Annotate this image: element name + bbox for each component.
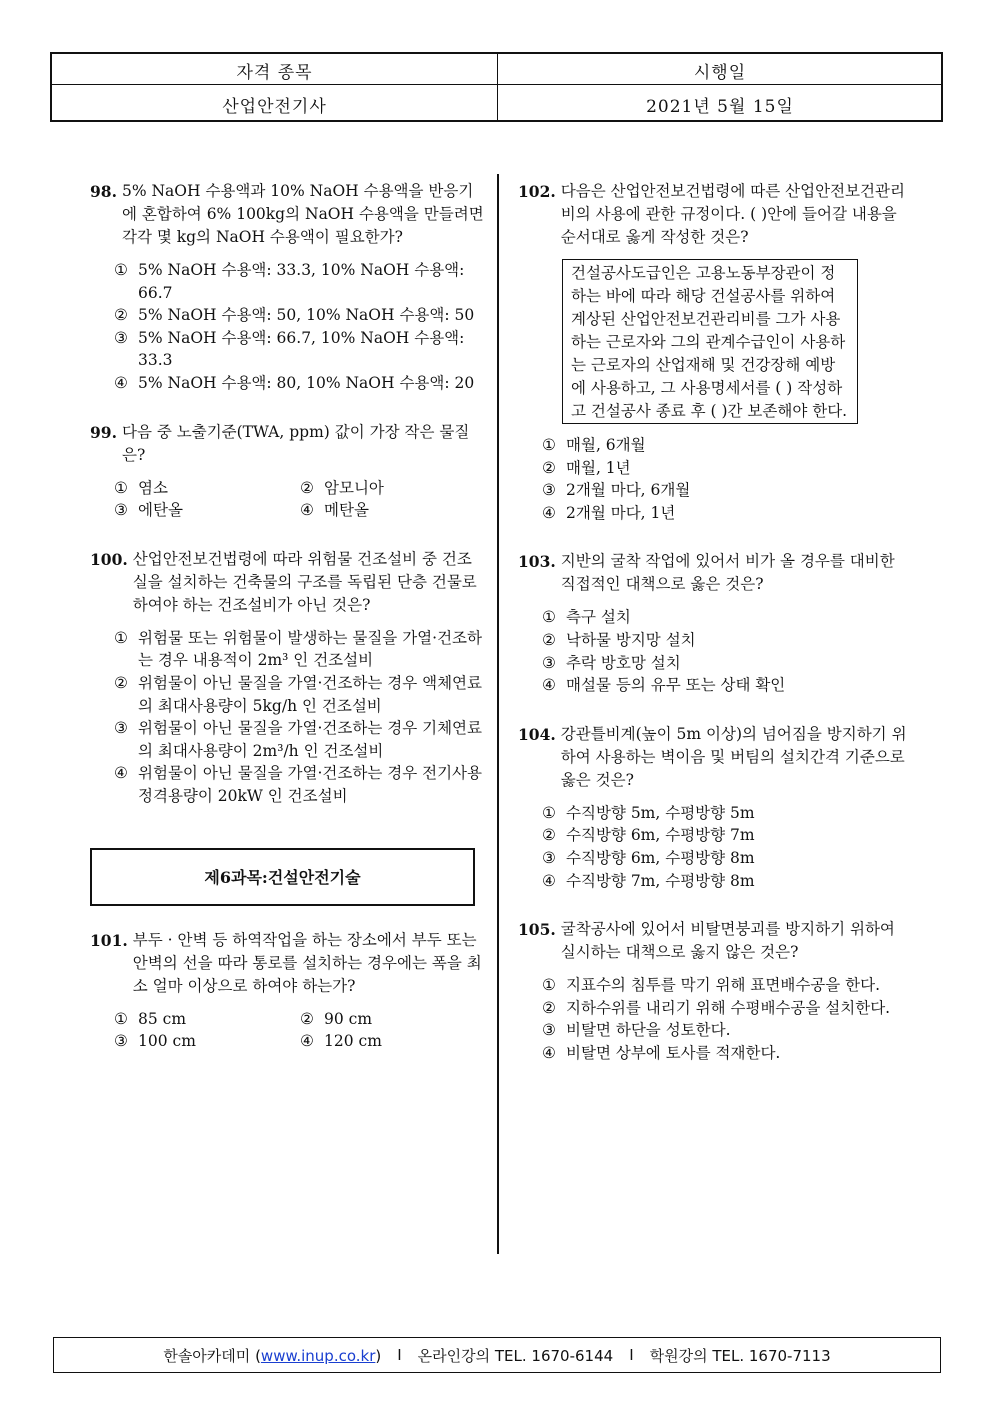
option-text: 추락 방호망 설치: [566, 653, 681, 672]
option[interactable]: [114, 762, 485, 807]
footer: [53, 1337, 941, 1373]
option-text: 위험물 또는 위험물이 발생하는 물질을 가열·건조하는 경우 내용적이 2m³ 인 건조설비: [138, 628, 482, 670]
option-mark: ①: [542, 436, 556, 454]
option-mark: ②: [542, 826, 556, 845]
question-104: [518, 723, 913, 892]
option[interactable]: [300, 499, 486, 522]
header-label-date: 시행일: [693, 63, 747, 83]
option-text: 매월, 6개월: [566, 436, 646, 454]
option-text: 2개월 마다, 1년: [566, 503, 676, 522]
option[interactable]: [542, 434, 913, 457]
question-number: 98.: [90, 182, 117, 201]
option-mark: ③: [542, 1021, 556, 1040]
options: [90, 477, 485, 522]
option-mark: ①: [114, 478, 128, 497]
option-mark: ③: [542, 848, 556, 867]
option[interactable]: [542, 847, 913, 870]
footer-close-paren: ): [375, 1346, 382, 1365]
option-text: 낙하물 방지망 설치: [566, 630, 696, 649]
footer-online-phone: 온라인강의 TEL. 1670-6144: [417, 1346, 614, 1365]
option-text: 5% NaOH 수용액: 50, 10% NaOH 수용액: 50: [138, 306, 475, 325]
option-mark: ④: [542, 676, 556, 695]
column-divider: [497, 174, 499, 1254]
option[interactable]: [542, 1042, 913, 1065]
options: [90, 1008, 485, 1053]
question-number: 103.: [518, 552, 556, 572]
option-mark: ②: [542, 998, 556, 1017]
option-text: 위험물이 아닌 물질을 가열·건조하는 경우 전기사용 정격용량이 20kW 인 건조설비: [138, 764, 482, 805]
option[interactable]: [542, 652, 913, 675]
option-mark: ④: [542, 871, 556, 890]
option[interactable]: [114, 1008, 300, 1031]
question-text: 지반의 굴착 작업에 있어서 비가 올 경우를 대비한 직접적인 대책으로 옳은 것은?: [560, 552, 895, 594]
question-105: [518, 918, 913, 1064]
option[interactable]: [542, 974, 913, 997]
question-number: 100.: [90, 549, 128, 569]
question-98: [90, 180, 485, 395]
question-100: [90, 548, 485, 808]
option[interactable]: [542, 802, 913, 825]
question-number: 101.: [90, 930, 128, 950]
option-text: 암모니아: [324, 478, 384, 497]
option[interactable]: [542, 824, 913, 847]
option-text: 수직방향 6m, 수평방향 8m: [566, 848, 755, 867]
option[interactable]: [114, 499, 300, 522]
option[interactable]: [300, 1008, 486, 1031]
question-text: 산업안전보건법령에 따라 위험물 건조설비 중 건조실을 설치하는 건축물의 구조를 독립된 단층 건물로 하여야 하는 건조설비가 아닌 것은?: [132, 549, 477, 614]
question-number: 104.: [518, 724, 556, 744]
option-text: 100 cm: [138, 1032, 196, 1051]
option-text: 2개월 마다, 6개월: [566, 481, 691, 500]
option[interactable]: [542, 502, 913, 525]
option-mark: ③: [114, 719, 128, 738]
footer-separator: I: [629, 1346, 634, 1364]
option-mark: ④: [114, 764, 128, 783]
option[interactable]: [542, 479, 913, 502]
header-exam-date: 2021년 5월 15일: [646, 97, 794, 117]
footer-open-paren: (: [255, 1346, 261, 1365]
question-number: 105.: [518, 920, 556, 940]
option-text: 측구 설치: [566, 608, 631, 627]
option[interactable]: [114, 259, 485, 304]
option-mark: ③: [542, 481, 556, 500]
question-number: 99.: [90, 422, 117, 442]
question-99: [90, 421, 485, 522]
option[interactable]: [114, 372, 485, 395]
header-subject: 산업안전기사: [222, 97, 327, 117]
header-label-subject: 자격 종목: [236, 63, 313, 83]
option[interactable]: [114, 627, 485, 672]
option[interactable]: [114, 477, 300, 500]
option-text: 수직방향 7m, 수평방향 8m: [566, 871, 755, 890]
option-mark: ①: [114, 1009, 128, 1028]
option-mark: ③: [114, 1032, 128, 1051]
footer-separator: I: [397, 1346, 402, 1364]
option[interactable]: [300, 1030, 486, 1053]
option[interactable]: [542, 629, 913, 652]
question-text: 5% NaOH 수용액과 10% NaOH 수용액을 반응기에 혼합하여 6% 100kg의 NaOH 수용액을 만들려면 각각 몇 kg의 NaOH 수용액이 필요한가?: [121, 182, 484, 246]
options: [518, 802, 913, 892]
option-mark: ④: [300, 1032, 314, 1051]
option-text: 메탄올: [324, 501, 369, 520]
option-mark: ③: [114, 501, 128, 520]
option[interactable]: [542, 870, 913, 893]
question-text: 다음은 산업안전보건법령에 따른 산업안전보건관리비의 사용에 관한 규정이다. ( )안에 들어갈 내용을 순서대로 옳게 작성한 것은?: [560, 182, 905, 246]
options: [518, 434, 913, 524]
question-103: [518, 550, 913, 696]
option-text: 위험물이 아닌 물질을 가열·건조하는 경우 기체연료의 최대사용량이 2m³/h 인 건조설비: [138, 719, 482, 760]
header-table: [50, 52, 943, 122]
option-mark: ①: [542, 976, 556, 995]
footer-website-link[interactable]: www.inup.co.kr: [260, 1346, 376, 1365]
option-mark: ④: [542, 1043, 556, 1062]
footer-offline-phone: 학원강의 TEL. 1670-7113: [649, 1346, 831, 1365]
option-text: 5% NaOH 수용액: 33.3, 10% NaOH 수용액: 66.7: [138, 261, 465, 302]
option-text: 수직방향 6m, 수평방향 7m: [566, 826, 755, 845]
footer-academy: [163, 1345, 381, 1366]
option-text: 에탄올: [138, 501, 183, 520]
option-mark: ④: [300, 501, 314, 520]
option-mark: ①: [114, 628, 128, 647]
question-text: 부두 · 안벽 등 하역작업을 하는 장소에서 부두 또는 안벽의 선을 따라 통로를 설치하는 경우에는 폭을 최소 얼마 이상으로 하여야 하는가?: [132, 930, 482, 995]
options: [90, 627, 485, 808]
option-text: 수직방향 5m, 수평방향 5m: [566, 803, 755, 822]
header-divider-horizontal: [52, 84, 941, 85]
option[interactable]: [542, 457, 913, 480]
question-text: 강관틀비계(높이 5m 이상)의 넘어짐을 방지하기 위하여 사용하는 벽이음 및 버팀의 설치간격 기준으로 옳은 것은?: [560, 724, 907, 789]
question-text: 다음 중 노출기준(TWA, ppm) 값이 가장 작은 물질은?: [121, 422, 470, 464]
option-mark: ②: [300, 1009, 314, 1028]
option-text: 매월, 1년: [566, 458, 631, 477]
question-101: [90, 929, 485, 1053]
options: [90, 259, 485, 395]
options: [518, 606, 913, 696]
option-mark: ①: [542, 608, 556, 627]
option-text: 위험물이 아닌 물질을 가열·건조하는 경우 액체연료의 최대사용량이 5kg/h 인 건조설비: [138, 673, 482, 715]
option-mark: ②: [114, 306, 128, 325]
option[interactable]: [542, 606, 913, 629]
option-mark: ②: [114, 673, 128, 692]
option-text: 비탈면 상부에 토사를 적재한다.: [566, 1043, 781, 1062]
section-title: 제6과목:건설안전기술: [204, 868, 361, 887]
option-mark: ②: [542, 458, 556, 477]
option-text: 지표수의 침투를 막기 위해 표면배수공을 한다.: [566, 976, 881, 995]
option[interactable]: [114, 672, 485, 717]
option-mark: ④: [114, 373, 128, 392]
option-mark: ②: [300, 478, 314, 497]
option-mark: ①: [542, 803, 556, 822]
option-text: 매설물 등의 유무 또는 상태 확인: [566, 676, 786, 695]
option-mark: ①: [114, 261, 128, 279]
option-text: 5% NaOH 수용액: 80, 10% NaOH 수용액: 20: [138, 373, 475, 392]
question-102: [518, 180, 913, 524]
regulation-box: 건설공사도급인은 고용노동부장관이 정하는 바에 따라 해당 건설공사를 위하여 계상된 산업안전보건관리비를 그가 사용하는 근로자와 그의 관계수급인이 사용하는 근로자의 산업재해 및 건강장해 예방에 사용하고, 그 사용명세서를 ( ) 작성하고 건설공사 종료 후 ( )간 보존해야 한다.: [562, 259, 858, 424]
option-text: 비탈면 하단을 성토한다.: [566, 1021, 731, 1040]
footer-academy-name: 한솔아카데미: [163, 1346, 251, 1365]
left-column: [90, 180, 485, 1053]
option[interactable]: [542, 674, 913, 697]
question-text: 굴착공사에 있어서 비탈면붕괴를 방지하기 위하여 실시하는 대책으로 옳지 않은 것은?: [560, 920, 895, 962]
option-text: 염소: [138, 478, 168, 497]
option-mark: ③: [114, 328, 128, 347]
option-text: 5% NaOH 수용액: 66.7, 10% NaOH 수용액: 33.3: [138, 328, 465, 370]
option[interactable]: [114, 717, 485, 762]
option[interactable]: [542, 1019, 913, 1042]
option-mark: ②: [542, 630, 556, 649]
option-text: 90 cm: [324, 1009, 373, 1028]
option-mark: ③: [542, 653, 556, 672]
section-title-box: [90, 848, 475, 906]
option-text: 85 cm: [138, 1009, 187, 1028]
option[interactable]: [542, 997, 913, 1020]
option[interactable]: [114, 327, 485, 372]
question-number: 102.: [518, 182, 556, 201]
option-mark: ④: [542, 503, 556, 522]
option-text: 120 cm: [324, 1032, 382, 1051]
option[interactable]: [114, 1030, 300, 1053]
options: [518, 974, 913, 1064]
right-column: [518, 180, 913, 1065]
option[interactable]: [114, 304, 485, 327]
option-text: 지하수위를 내리기 위해 수평배수공을 설치한다.: [566, 998, 891, 1017]
option[interactable]: [300, 477, 486, 500]
